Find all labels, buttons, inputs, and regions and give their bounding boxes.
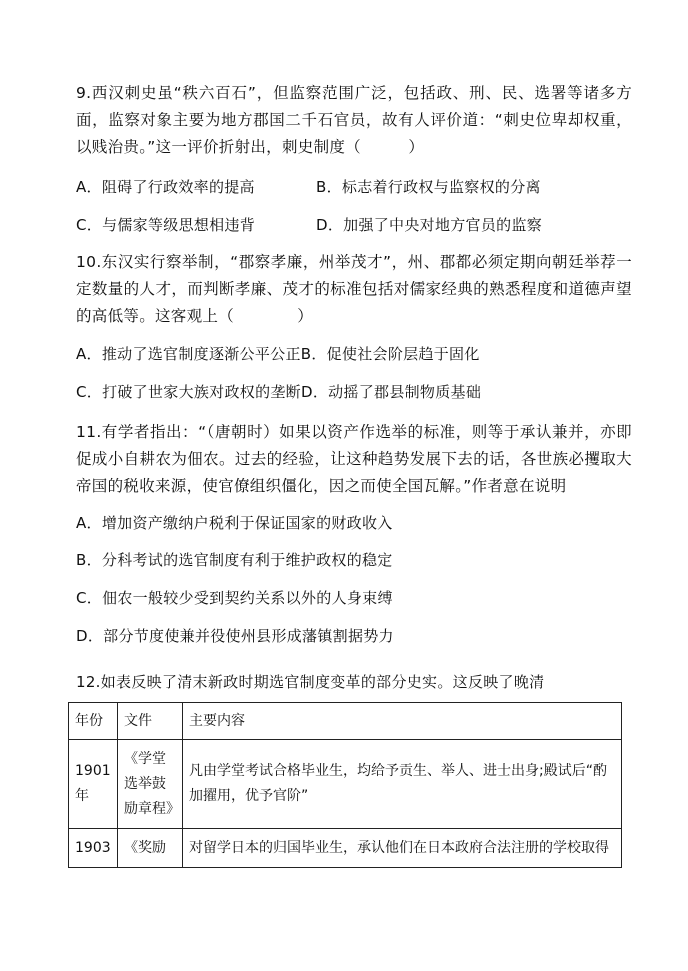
question-9-option-d: D．加强了中央对地方官员的监察	[316, 216, 543, 234]
table-row	[69, 740, 622, 829]
reform-table	[68, 702, 622, 868]
question-10-stem: 10.东汉实行察举制，“郡察孝廉，州举茂才”，州、郡都必须定期向朝廷举荐一定数量的人才，而判断孝廉、茂才的标准包括对儒家经典的熟悉程度和道德声望的高低等。这客观上（ ）	[76, 253, 632, 325]
question-9-option-a: A．阻碍了行政效率的提高	[76, 178, 255, 196]
header-content: 主要内容	[183, 703, 622, 740]
question-11-stem: 11.有学者指出：“（唐朝时）如果以资产作选举的标准，则等于承认兼并，亦即促成小自耕农为佃农。过去的经验，让这种趋势发展下去的话，各世族必攫取大帝国的税收来源，使官僚组织僵化，因之而使全国瓦解。”作者意在说明	[76, 423, 632, 495]
question-12-stem: 12.如表反映了清末新政时期选官制度变革的部分史实。这反映了晚清	[76, 673, 545, 691]
cell-document: 《学堂选举鼓励章程》	[118, 740, 183, 829]
question-9-stem: 9.西汉刺史虽“秩六百石”，但监察范围广泛，包括政、刑、民、选署等诸多方面，监察对象主要为地方郡国二千石官员，故有人评价道：“刺史位卑却权重，以贱治贵。”这一评价折射出，刺史制度（ ）	[76, 84, 632, 156]
header-document: 文件	[118, 703, 183, 740]
cell-content: 凡由学堂考试合格毕业生，均给予贡生、举人、进士出身;殿试后“酌加擢用，优予官阶”	[183, 740, 622, 829]
question-11-option-d: D．部分节度使兼并役使州县形成藩镇割据势力	[76, 627, 394, 645]
question-10-options-ab: A．推动了选官制度逐渐公平公正B．促使社会阶层趋于固化	[76, 345, 480, 363]
cell-content: 对留学日本的归国毕业生，承认他们在日本政府合法注册的学校取得	[183, 829, 622, 868]
question-9-option-c: C．与儒家等级思想相违背	[76, 216, 256, 234]
cell-document: 《奖励	[118, 829, 183, 868]
cell-year: 1903	[69, 829, 118, 868]
question-10-options-cd: C．打破了世家大族对政权的垄断D．动摇了郡县制物质基础	[76, 383, 482, 401]
header-year: 年份	[69, 703, 118, 740]
cell-year: 1901年	[69, 740, 118, 829]
question-9-option-b: B．标志着行政权与监察权的分离	[316, 178, 541, 196]
question-11-option-b: B．分科考试的选官制度有利于维护政权的稳定	[76, 551, 393, 569]
table-row	[69, 829, 622, 868]
table-header-row	[69, 703, 622, 740]
question-11-option-c: C．佃农一般较少受到契约关系以外的人身束缚	[76, 589, 393, 607]
question-11-option-a: A．增加资产缴纳户税利于保证国家的财政收入	[76, 514, 393, 532]
